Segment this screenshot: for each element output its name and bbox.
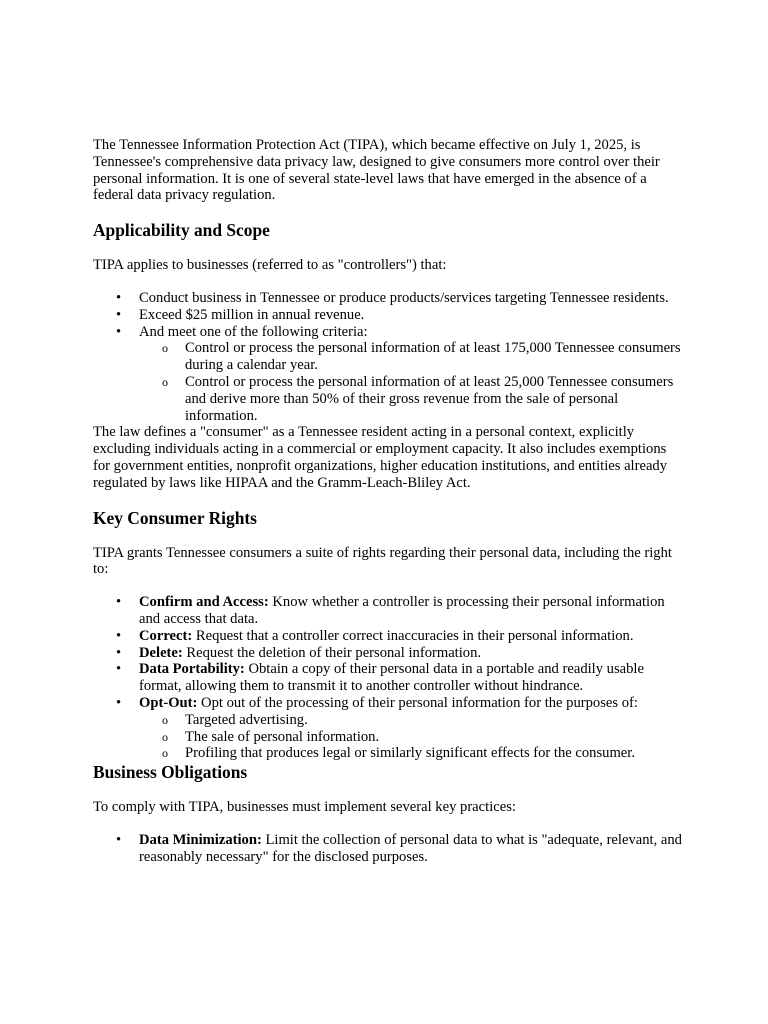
obligation-term: Data Minimization: [139,831,262,848]
applicability-list [93,290,683,424]
bullet-glyph: • [116,323,122,340]
sublist-item [139,374,683,424]
sublist-item-text: Control or process the personal information of at least 25,000 Tennessee consumers and derive more than 50% of their gross revenue from the sale of personal information. [185,373,674,424]
heading-rights: Key Consumer Rights [93,507,257,528]
obligations-list [93,832,683,866]
list-item-text: Exceed $25 million in annual revenue. [139,306,365,323]
right-term: Confirm and Access: [139,594,269,611]
bullet-glyph: • [116,831,122,848]
obligation-description: Limit the collection of personal data to what is "adequate, relevant, and reasonably necessary" for the disclosed purposes. [139,831,682,865]
sublist-item [139,745,683,762]
sub-bullet-glyph: o [162,374,168,389]
bullet-glyph: • [116,661,122,678]
rights-lead: TIPA grants Tennessee consumers a suite of rights regarding their personal data, including the right to: [93,544,672,578]
list-item [93,307,683,324]
applicability-lead: TIPA applies to businesses (referred to as "controllers") that: [93,257,447,274]
list-item [93,832,683,866]
right-term: Data Portability: [139,661,245,678]
heading-applicability: Applicability and Scope [93,220,270,241]
sublist-item [139,729,683,746]
bullet-glyph: • [116,594,122,611]
right-description: Obtain a copy of their personal data in a portable and readily usable format, allowing them to transmit it to another controller without hindrance. [139,661,644,695]
sub-bullet-glyph: o [162,712,168,727]
right-term: Opt-Out: [139,694,198,711]
bullet-glyph: • [116,644,122,661]
right-description: Request that a controller correct inaccuracies in their personal information. [192,627,634,644]
sublist-item [139,340,683,374]
list-item [93,628,683,645]
bullet-glyph: • [116,694,122,711]
sub-bullet-glyph: o [162,746,168,761]
sub-bullet-glyph: o [162,729,168,744]
intro-paragraph: The Tennessee Information Protection Act (TIPA), which became effective on July 1, 2025, is Tennessee's comprehensive data privacy law, designed to give consumers more control over their personal information. It is one of several state-level laws that have emerged in the absence of a federal data privacy regulation. [93,137,660,204]
opt-out-sublist [139,712,683,762]
sublist-item-text: Targeted advertising. [185,711,308,728]
list-item [93,324,683,425]
sublist-item-text: Control or process the personal information of at least 175,000 Tennessee consumers during a calendar year. [185,340,681,374]
right-term: Correct: [139,627,193,644]
sublist-item-text: Profiling that produces legal or similarly significant effects for the consumer. [185,745,635,762]
list-item [93,661,683,695]
bullet-glyph: • [116,306,122,323]
bullet-glyph: • [116,627,122,644]
list-item [93,594,683,628]
rights-list [93,594,683,762]
heading-obligations: Business Obligations [93,762,248,783]
bullet-glyph: • [116,289,122,306]
list-item [93,645,683,662]
obligations-lead: To comply with TIPA, businesses must implement several key practices: [93,799,516,816]
list-item [93,290,683,307]
sublist-item-text: The sale of personal information. [185,728,380,745]
right-description: Request the deletion of their personal information. [182,644,482,661]
list-item-text: And meet one of the following criteria: [139,323,368,340]
right-description: Opt out of the processing of their personal information for the purposes of: [197,694,638,711]
sublist-item [139,712,683,729]
list-item [93,695,683,762]
list-item-text: Conduct business in Tennessee or produce products/services targeting Tennessee residents. [139,289,669,306]
consumer-definition-paragraph: The law defines a "consumer" as a Tennessee resident acting in a personal context, explicitly excluding individuals acting in a commercial or employment capacity. It also includes exemptions for government entities, nonprofit organizations, higher education institutions, and entities already regulated by laws like HIPAA and the Gramm-Leach-Bliley Act. [93,424,668,491]
document-page [93,137,683,866]
right-description: Know whether a controller is processing their personal information and access that data. [139,594,665,627]
right-term: Delete: [139,644,183,661]
sub-bullet-glyph: o [162,341,168,356]
criteria-sublist [139,340,683,424]
